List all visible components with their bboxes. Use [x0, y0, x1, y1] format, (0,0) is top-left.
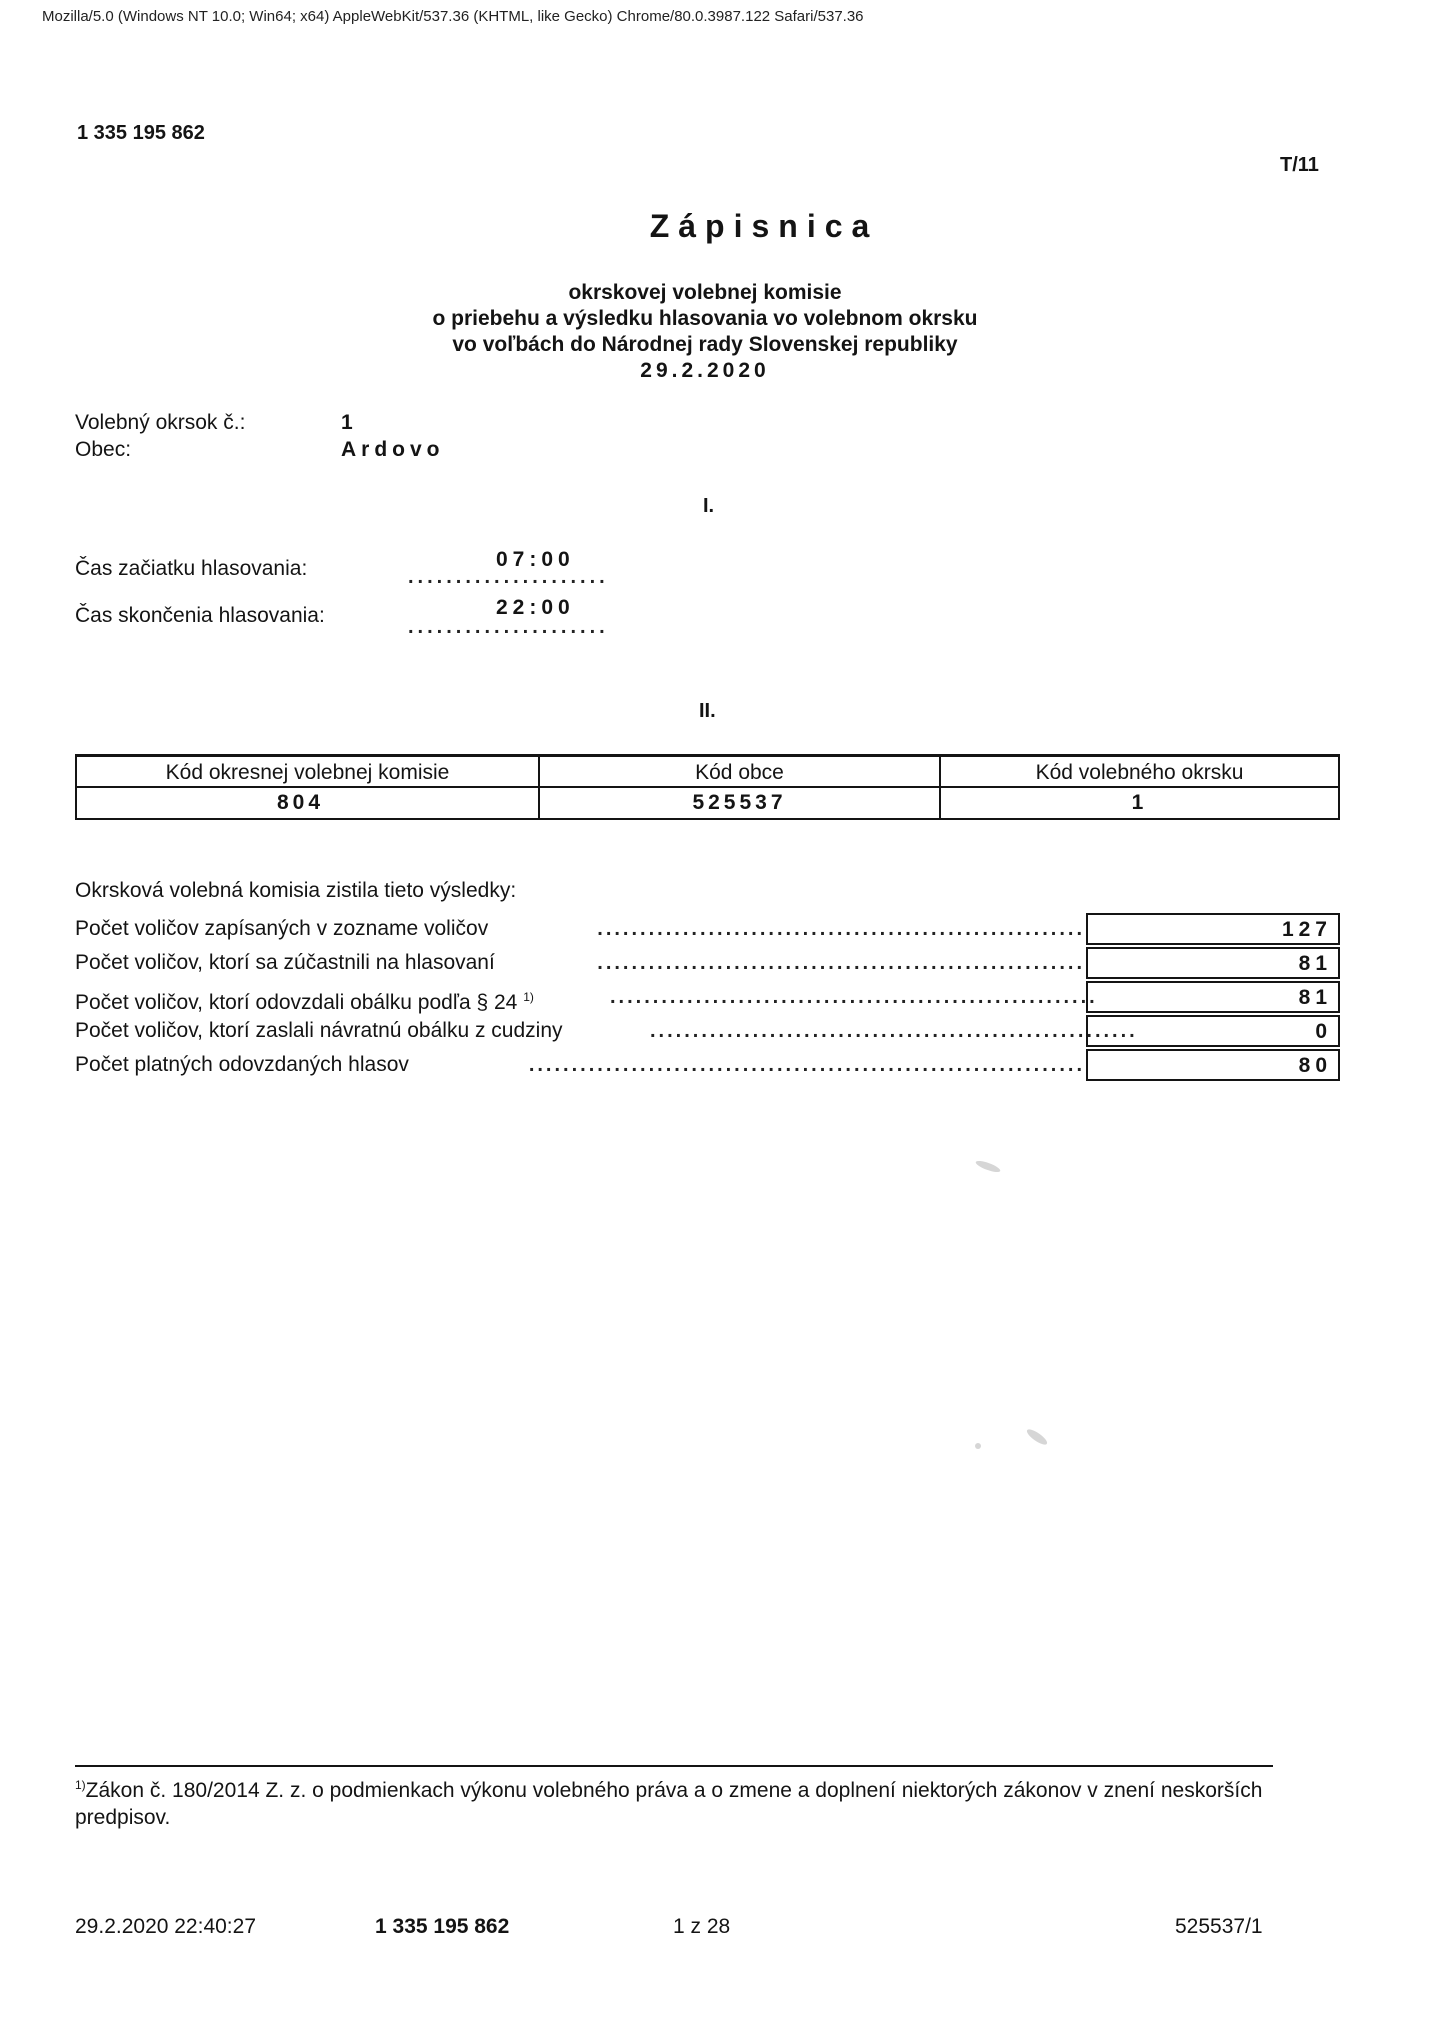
result-label — [75, 981, 534, 1019]
page-title: Zápisnica — [649, 208, 879, 244]
footnote-divider — [75, 1765, 1273, 1767]
voting-start-label: Čas začiatku hlasovania: — [75, 557, 308, 580]
codes-column-municipality — [540, 757, 941, 818]
result-row-envelopes-from-abroad — [75, 1015, 1340, 1047]
codes-value: 804 — [277, 791, 325, 814]
result-row-participating-voters — [75, 947, 1340, 979]
dotted-leader: ......................................................... — [597, 918, 1085, 940]
footer-page-number: 1 z 28 — [673, 1915, 731, 1938]
district-number: 1 — [341, 411, 353, 434]
result-value: 127 — [1086, 913, 1340, 945]
subtitle-line-3: vo voľbách do Národnej rady Slovenskej republiky — [452, 333, 958, 356]
scan-speck — [975, 1159, 1002, 1174]
result-label: Počet platných odovzdaných hlasov — [75, 1053, 409, 1076]
result-value: 80 — [1086, 1049, 1340, 1081]
codes-column-district-commission — [77, 757, 540, 818]
codes-value: 1 — [1131, 791, 1148, 814]
dotted-leader: ......................................................... — [597, 952, 1085, 974]
district-label: Volebný okrsok č.: — [75, 411, 246, 434]
result-label: Počet voličov, ktorí zaslali návratnú obálku z cudziny — [75, 1019, 563, 1042]
result-label: Počet voličov, ktorí sa zúčastnili na hlasovaní — [75, 951, 495, 974]
footnote-ref: 1) — [523, 990, 534, 1004]
footnote — [75, 1772, 1275, 1831]
form-code: T/11 — [1280, 154, 1319, 176]
election-date: 29.2.2020 — [640, 359, 770, 382]
codes-table — [75, 754, 1340, 820]
result-value: 81 — [1086, 947, 1340, 979]
browser-user-agent: Mozilla/5.0 (Windows NT 10.0; Win64; x64) AppleWebKit/537.36 (KHTML, like Gecko) Chrome/80.0.3987.122 Safari/537.36 — [42, 8, 864, 25]
municipality-name: Ardovo — [341, 438, 445, 461]
scan-speck — [975, 1443, 981, 1449]
section-2-numeral: II. — [699, 700, 716, 722]
dotted-line: ..................... — [408, 616, 609, 638]
codes-column-precinct — [941, 757, 1338, 818]
results-intro: Okrsková volebná komisia zistila tieto výsledky: — [75, 879, 517, 902]
dotted-leader: ......................................................... — [650, 1020, 1138, 1042]
subtitle-line-2: o priebehu a výsledku hlasovania vo volebnom okrsku — [432, 307, 978, 330]
result-value: 0 — [1086, 1015, 1340, 1047]
codes-header: Kód volebného okrsku — [941, 757, 1338, 788]
result-value: 81 — [1086, 981, 1340, 1013]
dotted-line: ..................... — [408, 566, 609, 588]
voting-end-label: Čas skončenia hlasovania: — [75, 604, 325, 627]
voting-end-time: 22:00 — [496, 596, 575, 619]
document-id: 1 335 195 862 — [77, 122, 205, 144]
footer-document-id: 1 335 195 862 — [375, 1915, 510, 1938]
dotted-leader: ......................................................... — [610, 986, 1098, 1008]
codes-header: Kód okresnej volebnej komisie — [77, 757, 538, 788]
result-label: Počet voličov zapísaných v zozname voličov — [75, 917, 489, 940]
footnote-text: Zákon č. 180/2014 Z. z. o podmienkach výkonu volebného práva a o zmene a doplnení niektorých zákonov v znení neskorších predpisov. — [75, 1779, 1263, 1829]
result-label-text: Počet voličov, ktorí odovzdali obálku podľa § 24 — [75, 991, 518, 1014]
subtitle-line-1: okrskovej volebnej komisie — [568, 281, 842, 304]
scan-speck — [1025, 1427, 1049, 1447]
subtitle — [380, 280, 1030, 384]
result-row-registered-voters — [75, 913, 1340, 945]
result-row-envelopes-submitted — [75, 981, 1340, 1013]
result-row-valid-votes — [75, 1049, 1340, 1081]
footer-code: 525537/1 — [1175, 1915, 1263, 1938]
voting-start-time: 07:00 — [496, 548, 575, 571]
dotted-leader: ................................................................. — [528, 1054, 1085, 1076]
municipality-label: Obec: — [75, 438, 132, 461]
footer-timestamp: 29.2.2020 22:40:27 — [75, 1915, 257, 1938]
footnote-marker: 1) — [75, 1778, 86, 1792]
codes-value: 525537 — [692, 791, 787, 814]
section-1-numeral: I. — [703, 495, 715, 517]
codes-header: Kód obce — [540, 757, 939, 788]
